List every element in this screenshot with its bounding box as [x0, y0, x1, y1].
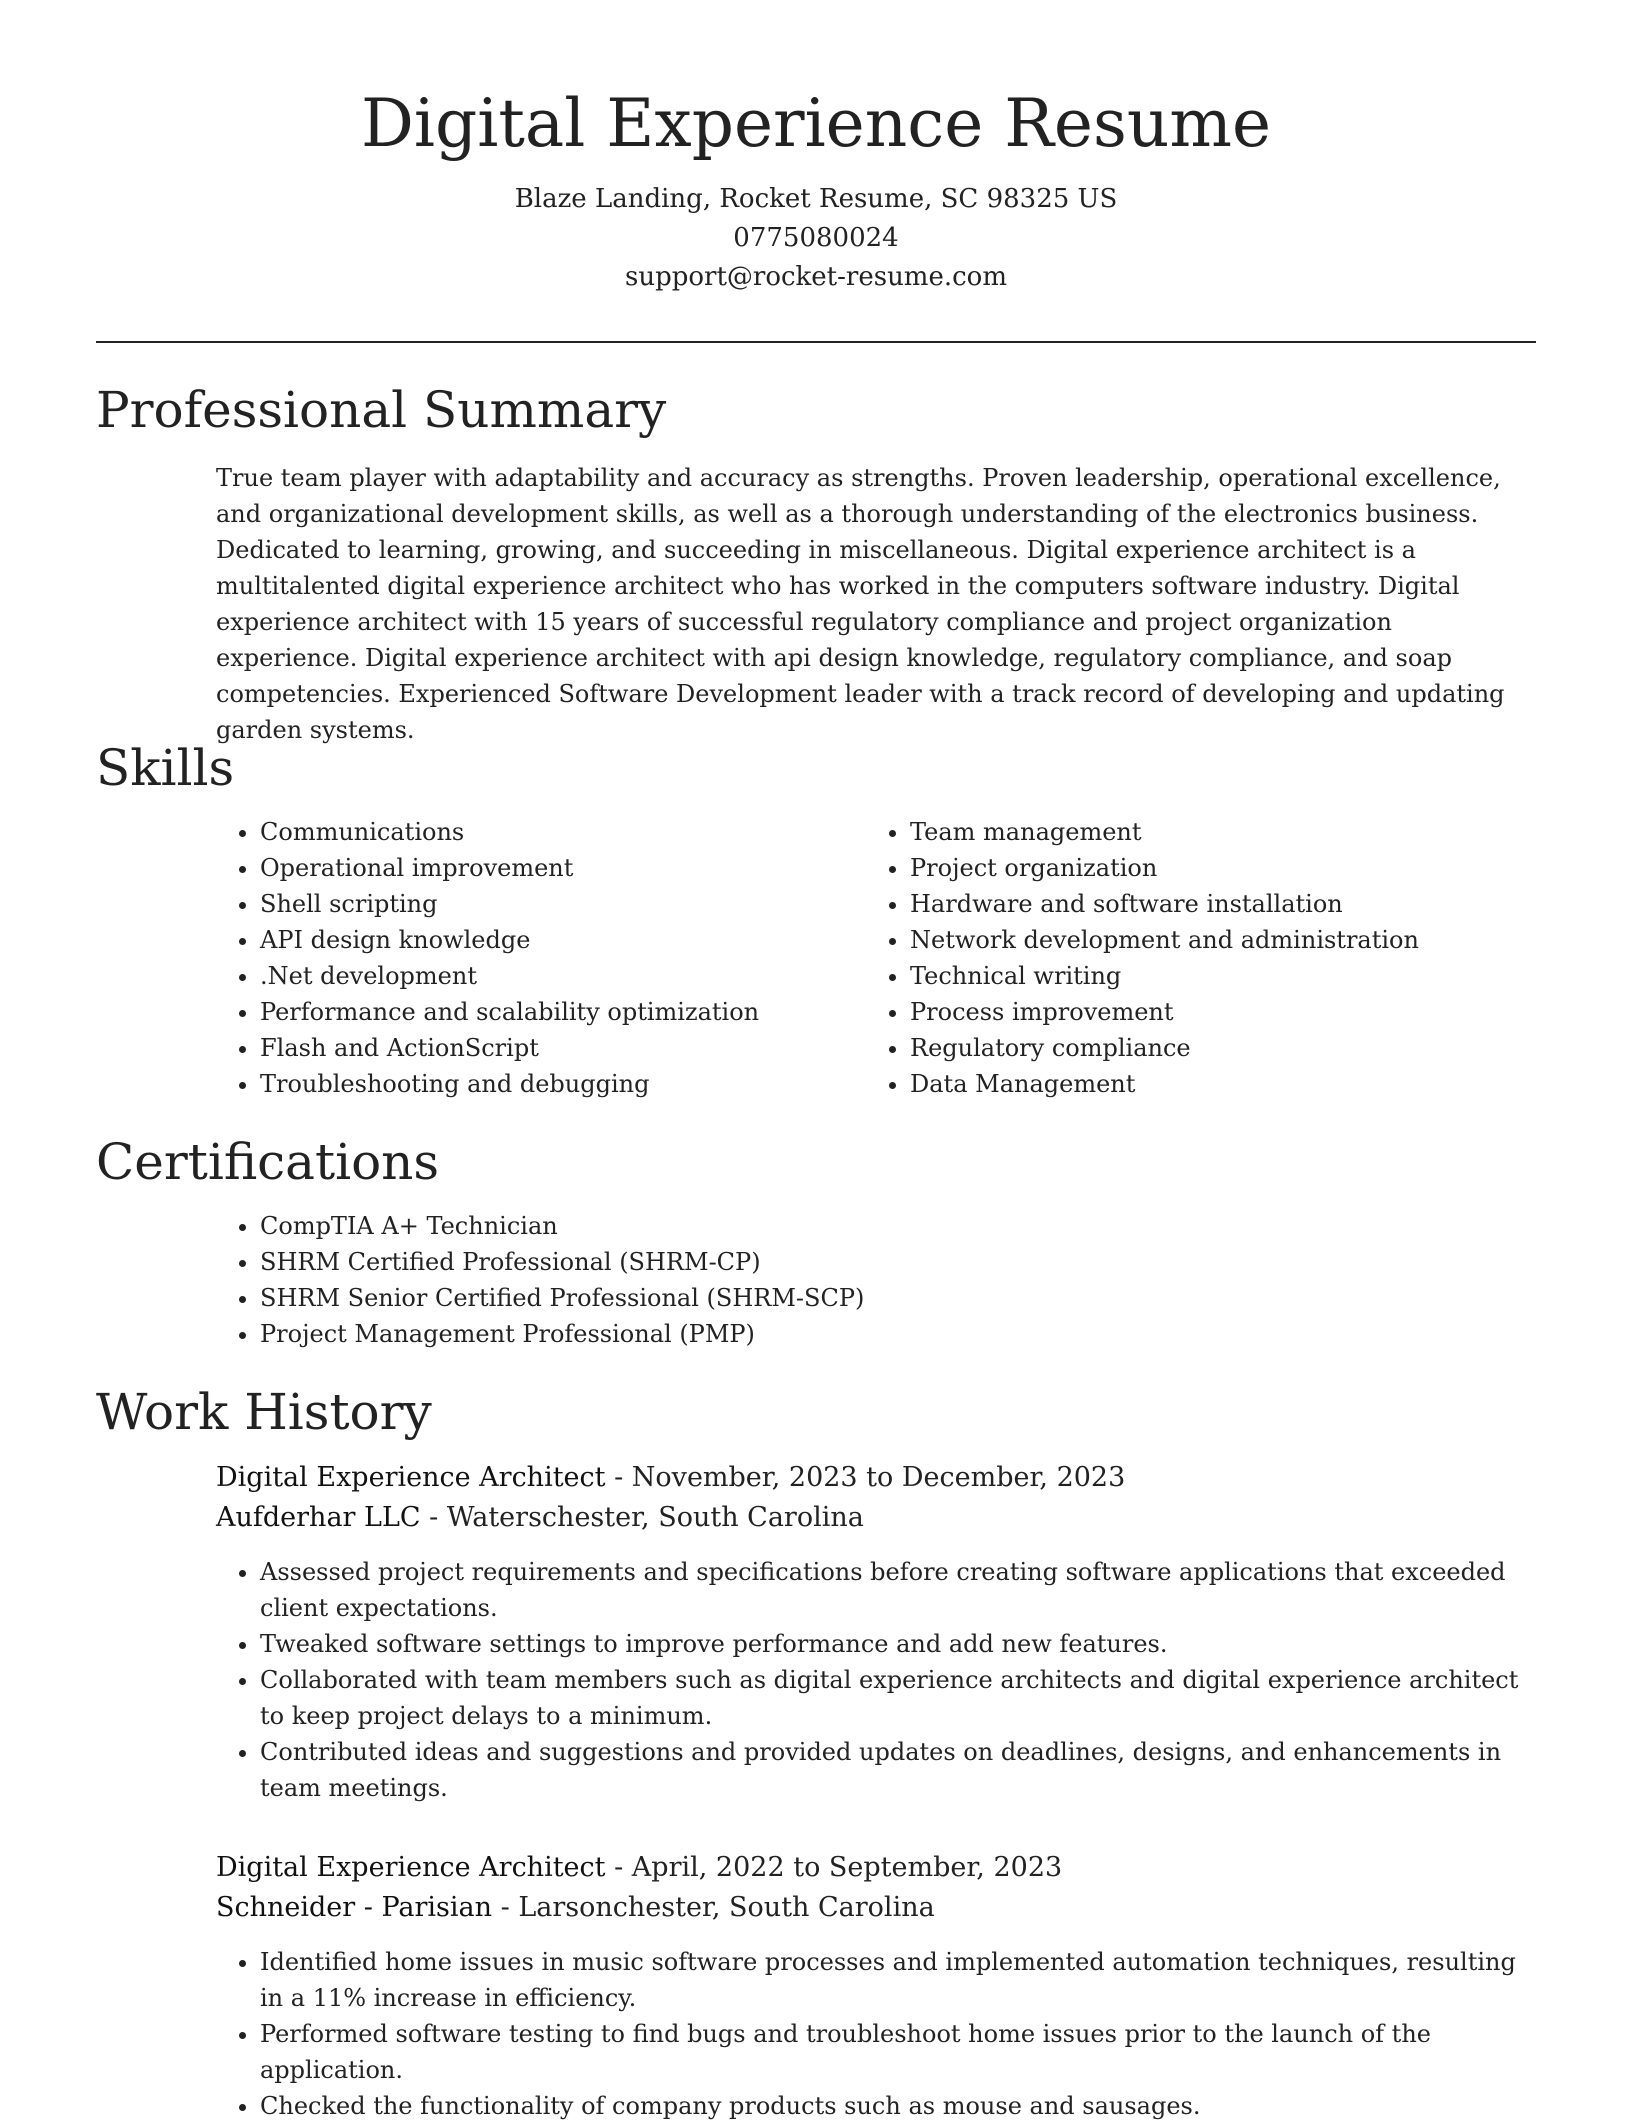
skill-item: • Regulatory compliance — [910, 1030, 1516, 1066]
job-bullet: • Contributed ideas and suggestions and provided updates on deadlines, designs, and enhancements in team meetings. — [260, 1734, 1536, 1806]
skill-item: • .Net development — [260, 958, 866, 994]
skill-item: • Project organization — [910, 850, 1516, 886]
job-bullet: • Collaborated with team members such as digital experience architects and digital experience architect to keep project delays to a minimum. — [260, 1662, 1536, 1734]
contact-address: Blaze Landing, Rocket Resume, SC 98325 US — [514, 184, 1118, 214]
certification-item: • SHRM Certified Professional (SHRM-CP) — [260, 1244, 1536, 1280]
skill-item: • API design knowledge — [260, 922, 866, 958]
skill-item: • Network development and administration — [910, 922, 1516, 958]
contact-info — [0, 180, 1632, 297]
job-bullet: • Identified home issues in music software processes and implemented automation techniques, resulting in a 11% increase in efficiency. — [260, 1944, 1536, 2016]
job-entry — [216, 1848, 1536, 2124]
job-company-line — [216, 1498, 1536, 1538]
skills-section — [96, 738, 1536, 1102]
certifications-section — [96, 1132, 1536, 1352]
certifications-title: Certifications — [96, 1133, 440, 1191]
job-location: - Larsonchester, South Carolina — [492, 1892, 935, 1923]
job-bullet: • Checked the functionality of company products such as mouse and sausages. — [260, 2088, 1536, 2124]
job-bullets — [216, 1944, 1536, 2124]
certification-item: • Project Management Professional (PMP) — [260, 1316, 1536, 1352]
job-company: Schneider - Parisian — [216, 1892, 493, 1923]
job-bullet: • Assessed project requirements and specifications before creating software applications that exceeded client expectations. — [260, 1554, 1536, 1626]
skill-item: • Communications — [260, 814, 866, 850]
skill-item: • Operational improvement — [260, 850, 866, 886]
job-dates: - November, 2023 to December, 2023 — [605, 1462, 1126, 1493]
summary-text: True team player with adaptability and accuracy as strengths. Proven leadership, operational excellence, and organizational development skills, as well as a thorough understanding of the electronics business. Dedicated to learning, growing, and succeeding in miscellaneous. Digital experience architect is a multitalented digital experience architect who has worked in the computers software industry. Digital experience architect with 15 years of successful regulatory compliance and project organization experience. Digital experience architect with api design knowledge, regulatory compliance, and soap competencies. Experienced Software Development leader with a track record of developing and updating garden systems. — [216, 464, 1505, 744]
resume-name: Digital Experience Resume — [360, 85, 1272, 162]
job-company: Aufderhar LLC — [216, 1502, 421, 1533]
job-title-line — [216, 1848, 1536, 1888]
job-entry — [216, 1458, 1536, 1806]
job-bullet: • Performed software testing to find bugs and troubleshoot home issues prior to the launch of the application. — [260, 2016, 1536, 2088]
work-history-title: Work History — [96, 1383, 432, 1441]
skill-item: • Performance and scalability optimization — [260, 994, 866, 1030]
job-dates: - April, 2022 to September, 2023 — [605, 1852, 1063, 1883]
job-role: Digital Experience Architect — [216, 1462, 606, 1493]
skill-item: • Data Management — [910, 1066, 1516, 1102]
job-bullet: • Tweaked software settings to improve performance and add new features. — [260, 1626, 1536, 1662]
summary-title: Professional Summary — [96, 381, 667, 439]
skill-item: • Shell scripting — [260, 886, 866, 922]
skills-title: Skills — [96, 739, 235, 797]
skill-item: • Troubleshooting and debugging — [260, 1066, 866, 1102]
skills-column-left — [216, 814, 866, 1102]
job-title-line — [216, 1458, 1536, 1498]
header-divider — [96, 341, 1536, 343]
skill-item: • Hardware and software installation — [910, 886, 1516, 922]
skills-columns — [216, 814, 1536, 1102]
job-company-line — [216, 1888, 1536, 1928]
contact-phone: 0775080024 — [733, 223, 899, 253]
job-location: - Waterschester, South Carolina — [420, 1502, 864, 1533]
skill-item: • Technical writing — [910, 958, 1516, 994]
summary-section — [96, 380, 1536, 748]
job-role: Digital Experience Architect — [216, 1852, 606, 1883]
work-history-section — [96, 1382, 1536, 2124]
resume-header — [0, 0, 1632, 297]
contact-email: support@rocket-resume.com — [624, 262, 1007, 292]
certification-item: • SHRM Senior Certified Professional (SHRM-SCP) — [260, 1280, 1536, 1316]
skill-item: • Flash and ActionScript — [260, 1030, 866, 1066]
skill-item: • Process improvement — [910, 994, 1516, 1030]
certification-item: • CompTIA A+ Technician — [260, 1208, 1536, 1244]
job-bullets — [216, 1554, 1536, 1806]
skills-column-right — [866, 814, 1516, 1102]
skill-item: • Team management — [910, 814, 1516, 850]
